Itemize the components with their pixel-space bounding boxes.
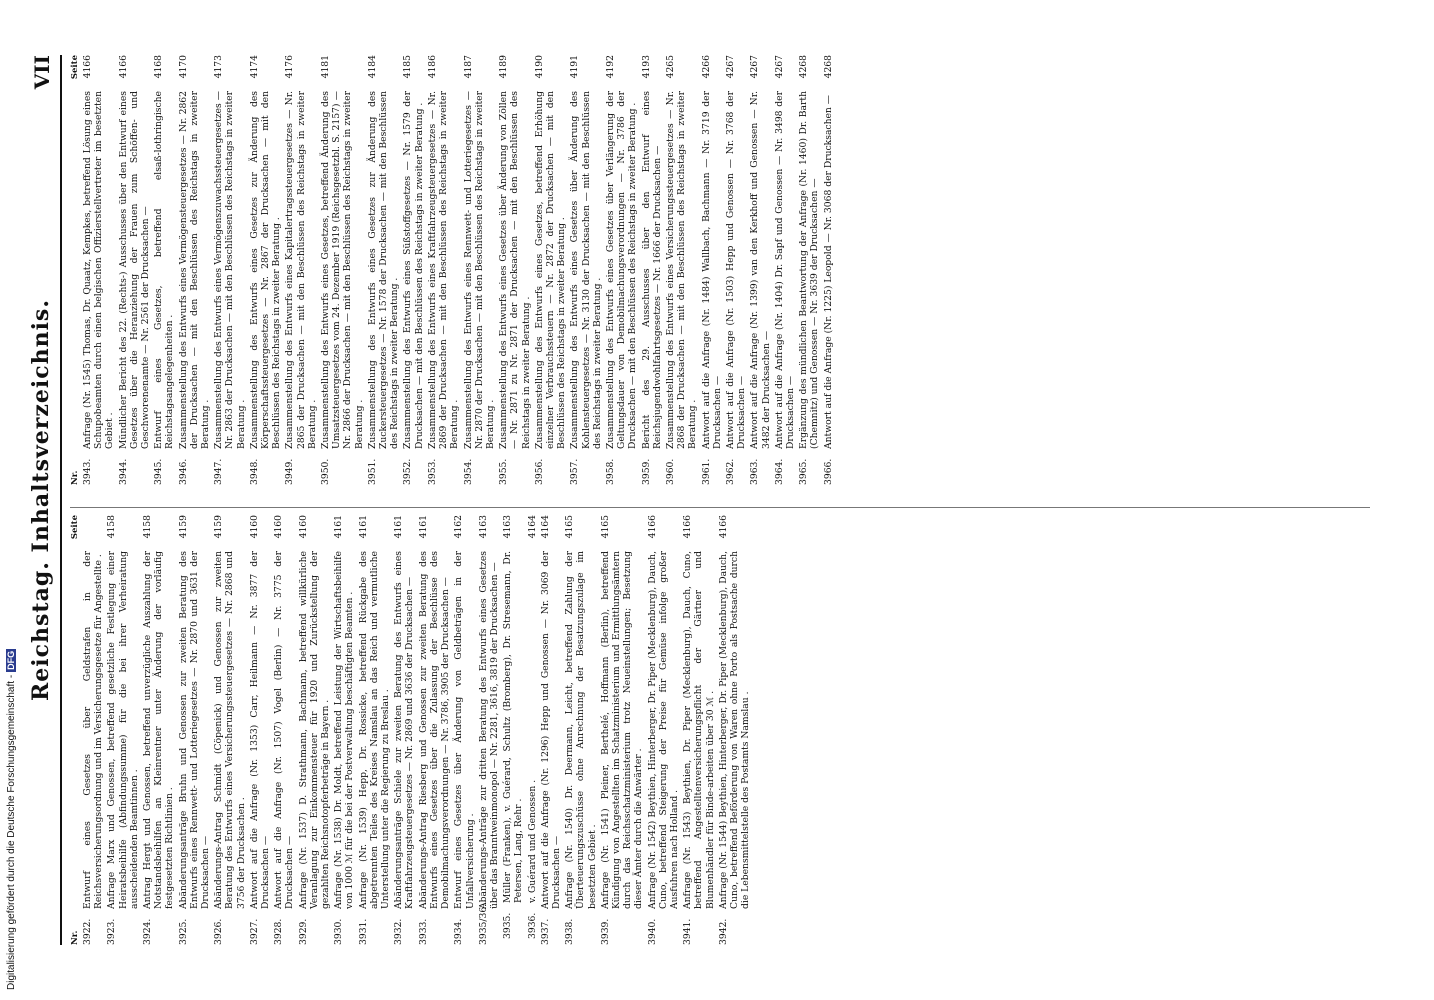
entry-text: Anfrage (Nr. 1542) Beythien, Hinterberger, Dr. Piper (Mecklenburg), Dauch, Cuno, betreffend Steigerung der Preise für Gemüse infolge großer Ausfuhren nach Holland . (646, 551, 680, 909)
entry-page: 4160 (273, 515, 285, 539)
entry-text: Antrag Hergt und Genossen, betreffend unverzügliche Auszahlung der Notstandsbeihilfen an Kleinrentner unter Änderung der vorläufig festgesetzten Richtlinien . (142, 551, 176, 909)
entry-text: Mündlicher Bericht des 22. (Rechts-) Ausschusses über den Entwurf eines Gesetzes über die Heranziehung der Frauen zum Schöffen- und Geschworenenamte — Nr. 2561 der Drucksachen — (117, 91, 152, 449)
entry-number: 3960. (664, 458, 676, 485)
entry-number: 3923. (106, 918, 118, 945)
entry-page: 4162 (453, 515, 465, 539)
entry-text: Antwort auf die Anfrage (Nr. 1507) Vogel (Berlin) — Nr. 3775 der Drucksachen — (273, 551, 296, 909)
entry-page: 4190 (533, 55, 545, 79)
entry-number: 3941. (682, 918, 694, 945)
entry-number: 3926. (213, 918, 225, 945)
entry-text: Anfrage (Nr. 1543) Beythien, Dr. Piper (Mecklenburg), Dauch, Cuno, betreffend Angestelltenversicherungspflicht der Gärtner und Blumenhändler für Binde-arbeiten über 30 ℳ . (682, 551, 716, 909)
entry-list (82, 515, 751, 945)
entry-page: 4163 (477, 515, 489, 539)
index-entry (823, 55, 834, 485)
index-entry (478, 515, 500, 945)
entry-page: 4193 (640, 55, 652, 79)
entry-number: 3953. (426, 458, 438, 485)
entry-page: 4267 (724, 55, 736, 79)
entry-page: 4174 (248, 55, 260, 79)
index-entry (498, 55, 532, 485)
entry-text: Zusammenstellung des Entwurfs eines Kraftfahrzeugsteuergesetzes — Nr. 2869 der Drucksachen — mit den Beschlüssen des Reichstags in zweiter Beratung . (426, 91, 461, 449)
entry-text: Zusammenstellung des Entwurfs eines Versicherungssteuergesetzes — Nr. 2868 der Drucksachen — mit den Beschlüssen des Reichstags in zweiter Beratung . (664, 91, 699, 449)
entry-number: 3938. (564, 918, 576, 945)
entry-number: 3956. (533, 458, 545, 485)
entry-text: Antwort auf die Anfrage (Nr. 1225) Leopold — Nr. 3068 der Drucksachen — (822, 95, 834, 449)
index-entry (427, 55, 461, 485)
entry-text: Zusammenstellung des Entwurfs eines Süßstoffgesetzes — Nr. 1579 der Drucksachen — mit den Beschlüssen des Reichstags in zweiter Beratung . (402, 91, 425, 449)
entry-page: 4266 (700, 55, 712, 79)
entry-number: 3936. (526, 912, 538, 939)
index-entry (774, 55, 796, 485)
entry-page: 4161 (417, 515, 429, 539)
index-entry (106, 515, 140, 945)
entry-text: v. Guérard und Genossen . (526, 779, 538, 903)
entry-page: 4159 (177, 515, 189, 539)
index-entry (213, 55, 247, 485)
page-header (26, 55, 62, 945)
entry-number: 3963. (749, 458, 761, 485)
seite-label: Seite (70, 515, 80, 540)
entry-text: Anfrage (Nr. 1539) Hepp, Dr. Rossicke, betreffend Rückgabe des abgetrennten Teiles des Kreises Namslau an das Reich und vermutliche Unterstellung unter die Regierung zu Breslau . (357, 551, 392, 909)
entry-number: 3931. (357, 918, 369, 945)
entry-page: 4173 (213, 55, 225, 79)
entry-text: Abänderungs-Antrag Schmidt (Cöpenick) und Genossen zur zweiten Beratung des Entwurfs eines Versicherungssteuergesetzes — Nr. 2868 und 3756 der Drucksachen . (213, 551, 247, 909)
column-head (70, 515, 80, 945)
entry-number: 3944. (117, 458, 129, 485)
entry-number: 3965. (798, 458, 810, 485)
entry-number: 3928. (273, 918, 285, 945)
entry-page: 4184 (366, 55, 378, 79)
index-entry (142, 515, 176, 945)
entry-page: 4170 (177, 55, 189, 79)
entry-page: 4166 (682, 515, 694, 539)
entry-text: Zusammenstellung des Entwurfs eines Gesetzes über Änderung des Kohlensteuergesetzes — Nr. 3130 der Drucksachen — mit den Beschlüssen des Reichstags in zweiter Beratung . (569, 91, 603, 449)
entry-number: 3937. (539, 918, 551, 945)
entry-page: 4163 (502, 515, 514, 539)
entry-page: 4159 (213, 515, 225, 539)
index-entry (749, 55, 771, 485)
dfg-logo: DFG (6, 650, 16, 670)
index-entry (153, 55, 175, 485)
entry-text: Zusammenstellung des Entwurfs eines Gesetzes, betreffend Erhöhung einzelner Verbrauchssteuern — Nr. 2872 der Drucksachen — mit den Beschlüssen des Reichstags in zweiter Beratung . (533, 91, 568, 449)
entry-number: 3933. (417, 918, 429, 945)
entry-text: Bericht des 29. Ausschusses über den Entwurf eines Reichsjugendwohlfahrtsgesetzes — Nr. 1666 der Drucksachen — (640, 91, 663, 449)
index-entry (463, 55, 497, 485)
entry-number: 3959. (640, 458, 652, 485)
entry-number: 3966. (822, 458, 834, 485)
entry-number: 3962. (724, 458, 736, 485)
entry-text: Antwort auf die Anfrage (Nr. 1503) Hepp und Genossen — Nr. 3768 der Drucksachen — (724, 91, 748, 449)
entry-number: 3949. (284, 458, 296, 485)
entry-page: 4158 (106, 515, 118, 539)
entry-page: 4160 (248, 515, 260, 539)
entry-page: 4176 (284, 55, 296, 79)
entry-text: Zusammenstellung des Entwurfs eines Gesetzes über Verlängerung der Geltungsdauer von Demobilmachungsverordnungen — Nr. 3786 der Drucksachen — mit den Beschlüssen des Reichstags in zweiter Beratung . (604, 91, 639, 449)
entry-page: 4165 (599, 515, 611, 539)
entry-text: Zusammenstellung des Entwurfs eines Gesetzes zur Änderung des Körperschaftssteuergesetzes — Nr. 2867 der Drucksachen — mit den Beschlüssen des Reichstags in zweiter Beratung . (248, 91, 283, 449)
right-column (70, 55, 836, 485)
index-entry (393, 515, 415, 945)
entry-text: Anfrage (Nr. 1541) Pleiner, Berthelé, Hoffmann (Berlin), betreffend Kündigung von Angestellten im Schatzministerium und Ermittlungsämtern durch das Reichsschatzministerium trotz Neueinstellungen; Besetzung dieser Ämter durch die Anwärter . (599, 551, 645, 909)
entry-page: 4166 (646, 515, 658, 539)
index-entry (333, 515, 355, 945)
entry-text: Zusammenstellung des Entwurfs eines Kapitalertragssteuergesetzes — Nr. 2865 der Drucksachen — mit den Beschlüssen des Reichstags in zweiter Beratung . (284, 91, 318, 449)
entry-number: 3951. (366, 458, 378, 485)
entry-text: Anfrage Marx und Genossen, betreffend gesetzliche Festlegung einer Heiratsbeihilfe (Abfindungssumme) für die bei ihrer Verheiratung ausscheidenden Beamtinnen . (106, 551, 140, 909)
entry-text: Abänderungsanträge Schiele zur zweiten Beratung des Entwurfs eines Kraftfahrzeugsteuergesetzes — Nr. 2869 und 3636 der Drucksachen — (393, 551, 416, 909)
entry-number: 3947. (213, 458, 225, 485)
entry-number: 3950. (320, 458, 332, 485)
seite-label: Seite (70, 55, 80, 80)
entry-text: Antwort auf die Anfrage (Nr. 1404) Dr. Sapf und Genossen — Nr. 3498 der Drucksachen — (773, 91, 796, 449)
entry-text: Zusammenstellung des Entwurfs eines Gesetzes zur Änderung des Zuckersteuergesetzes — Nr. 1578 der Drucksachen — mit den Beschlüssen des Reichstags in zweiter Beratung . (366, 91, 401, 449)
index-entry (298, 515, 332, 945)
index-entry (564, 515, 598, 945)
entry-page: 4192 (604, 55, 616, 79)
index-entry (569, 55, 603, 485)
entry-number: 3922. (82, 918, 93, 945)
page-title: Reichstag. Inhaltsverzeichnis. (28, 299, 54, 701)
column-divider (70, 507, 1370, 508)
entry-number: 3955. (498, 458, 510, 485)
entry-page: 4186 (426, 55, 438, 79)
entry-text: Anfrage (Nr. 1537) D. Strathmann, Bachmann, betreffend willkürliche Veranlagung zur Einkommensteuer für 1920 und Zurückstellung der gezahlten Reichsnotopferbeträge in Bayern . (297, 551, 332, 909)
entry-page: 4158 (142, 515, 154, 539)
entry-text: Entwurf eines Gesetzes, betreffend elsaß-lothringische Reichstagsangelegenheiten . (153, 91, 176, 449)
index-entry (249, 515, 271, 945)
entry-number: 3961. (700, 458, 712, 485)
digitization-note (6, 650, 20, 990)
index-entry (402, 55, 424, 485)
index-entry (534, 55, 568, 485)
entry-text: Zusammenstellung des Entwurfs eines Gesetzes über Änderung von Zöllen — Nr. 2871 zu Nr. 2871 der Drucksachen — mit den Beschlüssen des Reichstags in zweiter Beratung . (498, 91, 532, 449)
entry-page: 4268 (822, 55, 834, 79)
entry-text: Abänderungs-Anträge zur dritten Beratung des Entwurfs eines Gesetzes über das Branntweinmonopol — Nr. 2281, 3616, 3819 der Drucksachen — (477, 551, 500, 909)
entry-text: Antwort auf die Anfrage (Nr. 1296) Hepp und Genossen — Nr. 3069 der Drucksachen — (539, 551, 562, 909)
index-entry (418, 515, 452, 945)
entry-number: 3929. (297, 918, 309, 945)
entry-page: 4168 (153, 55, 165, 79)
entry-page: 4161 (333, 515, 345, 539)
index-entry (701, 55, 723, 485)
index-entry (213, 515, 247, 945)
index-entry (82, 515, 104, 945)
index-entry (178, 515, 212, 945)
entry-text: Entwurf eines Gesetzes über Änderung von Geldbeträgen in der Unfallversicherung . (453, 551, 476, 909)
entry-text: Antwort auf die Anfrage (Nr. 1353) Carr, Heilmann — Nr. 3877 der Drucksachen — (248, 551, 272, 909)
entry-number: 3935/36. (477, 903, 489, 945)
entry-text: Müller (Franken), v. Guérard, Schultz (Bromberg), Dr. Stresemann, Dr. Petersen, Lang, Rehr . (502, 551, 525, 903)
index-entry (718, 515, 752, 945)
index-entry (527, 515, 538, 945)
index-entry (502, 515, 524, 945)
index-entry (249, 55, 283, 485)
index-entry (82, 55, 116, 485)
footer-text: Digitalisierung gefördert durch die Deutsche Forschungsgemeinschaft - (6, 674, 17, 990)
entry-page: 4160 (297, 515, 309, 539)
entry-number: 3957. (569, 458, 581, 485)
entry-text: Zusammenstellung des Entwurfs eines Rennwett- und Lotteriegesetzes — Nr. 2870 der Drucksachen — mit den Beschlüssen des Reichstags in zweiter Beratung . (462, 91, 496, 449)
entry-page: 4187 (462, 55, 474, 79)
entry-text: Zusammenstellung des Entwurfs eines Gesetzes, betreffend Änderung des Umsatzsteuergesetzes vom 24. Dezember 1919 (Reichsgesetzbl. S. 2157) — Nr. 2866 der Drucksachen — mit den Beschlüssen des Reichstags in zweiter Beratung . (320, 91, 365, 449)
entry-text: Abänderungs-Antrag Riesberg und Genossen zur zweiten Beratung des Entwurfs eines Gesetzes über die Zulassung der Beschlüsse des Demobilmachungsverordnungen — Nr. 3786, 3905 der Drucksachen — (417, 551, 452, 909)
entry-number: 3927. (248, 918, 260, 945)
entry-page: 4181 (320, 55, 332, 79)
entry-number: 3925. (177, 918, 189, 945)
entry-page: 4185 (402, 55, 414, 79)
entry-number: 3946. (177, 458, 189, 485)
entry-number: 3939. (599, 918, 611, 945)
index-entry (320, 55, 365, 485)
entry-page: 4164 (526, 515, 538, 539)
index-entry (647, 515, 681, 945)
entry-text: Zusammenstellung des Entwurfs eines Vermögensteuergesetzes — Nr. 2862 der Drucksachen — mit den Beschlüssen des Reichstags in zweiter Beratung . (177, 91, 212, 449)
entry-number: 3932. (393, 918, 405, 945)
entry-number: 3943. (82, 458, 93, 485)
index-entry (453, 515, 475, 945)
index-entry (605, 55, 639, 485)
entry-number: 3945. (153, 458, 165, 485)
entry-text: Anfrage (Nr. 1545) Thomas, Dr. Quaatz, Kempkes, betreffend Lösung eines Schupobeamten durch einen belgischen Offizierstellvertreter im besetzten Gebiet . (82, 91, 116, 449)
entry-page: 4166 (117, 55, 129, 79)
entry-page: 4268 (798, 55, 810, 79)
entry-page: 4267 (749, 55, 761, 79)
entry-page: 4164 (539, 515, 551, 539)
entry-number: 3952. (402, 458, 414, 485)
index-entry (178, 55, 212, 485)
index-entry (540, 515, 562, 945)
entry-number: 3958. (604, 458, 616, 485)
entry-page: 4265 (664, 55, 676, 79)
entry-text: Entwurf eines Gesetzes über Geldstrafen in der Reichsversicherungsordnung und im Versicherungsgesetze für Angestellte . (82, 551, 105, 909)
entry-page: 4161 (393, 515, 405, 539)
entry-text: Ergänzung des mündlichen Beantwortung der Anfrage (Nr. 1460) Dr. Barth (Chemnitz) und Genossen — Nr. 3639 der Drucksachen — (798, 91, 821, 449)
entry-number: 3942. (717, 918, 729, 945)
left-column (70, 515, 753, 945)
entry-page: 4189 (498, 55, 510, 79)
entry-number: 3940. (646, 918, 658, 945)
index-entry (367, 55, 401, 485)
index-entry (682, 515, 716, 945)
entry-text: Anfrage (Nr. 1538) Dr. Moldt, betreffend Leistung der Wirtschaftsbeihilfe von 1000 ℳ für die bei der Postverwaltung beschäftigten Beamten . (333, 551, 356, 909)
entry-number: 3935. (502, 912, 514, 939)
entry-text: Antwort auf die Anfrage (Nr. 1399) van den Kerkhoff und Genossen — Nr. 3482 der Drucksachen — (749, 91, 772, 449)
index-entry (665, 55, 699, 485)
entry-list (82, 55, 834, 485)
nr-label: Nr. (70, 930, 80, 945)
entry-text: Abänderungsanträge Bruhn und Genossen zur zweiten Beratung des Entwurfs eines Rennwett- und Lotteriegesetzes — Nr. 2870 und 3631 der Drucksachen — (177, 551, 212, 909)
entry-text: Zusammenstellung des Entwurfs eines Vermögenszuwachssteuergesetzes — Nr. 2863 der Drucksachen — mit den Beschlüssen des Reichstags in zweiter Beratung . (213, 91, 247, 449)
column-head (70, 55, 80, 485)
index-entry (273, 515, 295, 945)
nr-label: Nr. (70, 470, 80, 485)
entry-number: 3924. (142, 918, 154, 945)
entry-page: 4191 (569, 55, 581, 79)
entry-number: 3954. (462, 458, 474, 485)
entry-number: 3930. (333, 918, 345, 945)
index-entry (284, 55, 318, 485)
entry-text: Anfrage (Nr. 1540) Dr. Deermann, Leicht, betreffend Zahlung der Überteuerungszuschüsse ohne Anrechnung der Besatzungszulage im besetzten Gebiet . (564, 551, 598, 909)
index-entry (600, 515, 645, 945)
entry-number: 3934. (453, 918, 465, 945)
index-entry (798, 55, 820, 485)
index-entry (641, 55, 663, 485)
entry-text: Antwort auf die Anfrage (Nr. 1484) Wallbach, Bachmann — Nr. 3719 der Drucksachen — (700, 91, 723, 449)
page-number: VII (30, 55, 54, 90)
index-entry (118, 55, 152, 485)
entry-page: 4165 (564, 515, 576, 539)
entry-number: 3948. (248, 458, 260, 485)
index-entry (358, 515, 392, 945)
index-entry (725, 55, 747, 485)
entry-page: 4161 (357, 515, 369, 539)
entry-page: 4166 (82, 55, 93, 79)
entry-number: 3964. (773, 458, 785, 485)
entry-page: 4166 (717, 515, 729, 539)
entry-page: 4267 (773, 55, 785, 79)
entry-text: Anfrage (Nr. 1544) Beythien, Hinterberger, Dr. Piper (Mecklenburg), Dauch, Cuno, betreffend Beförderung von Waren ohne Porto als Postsache durch die Lebensmittelstelle des Postamts Namslau . (717, 551, 752, 909)
